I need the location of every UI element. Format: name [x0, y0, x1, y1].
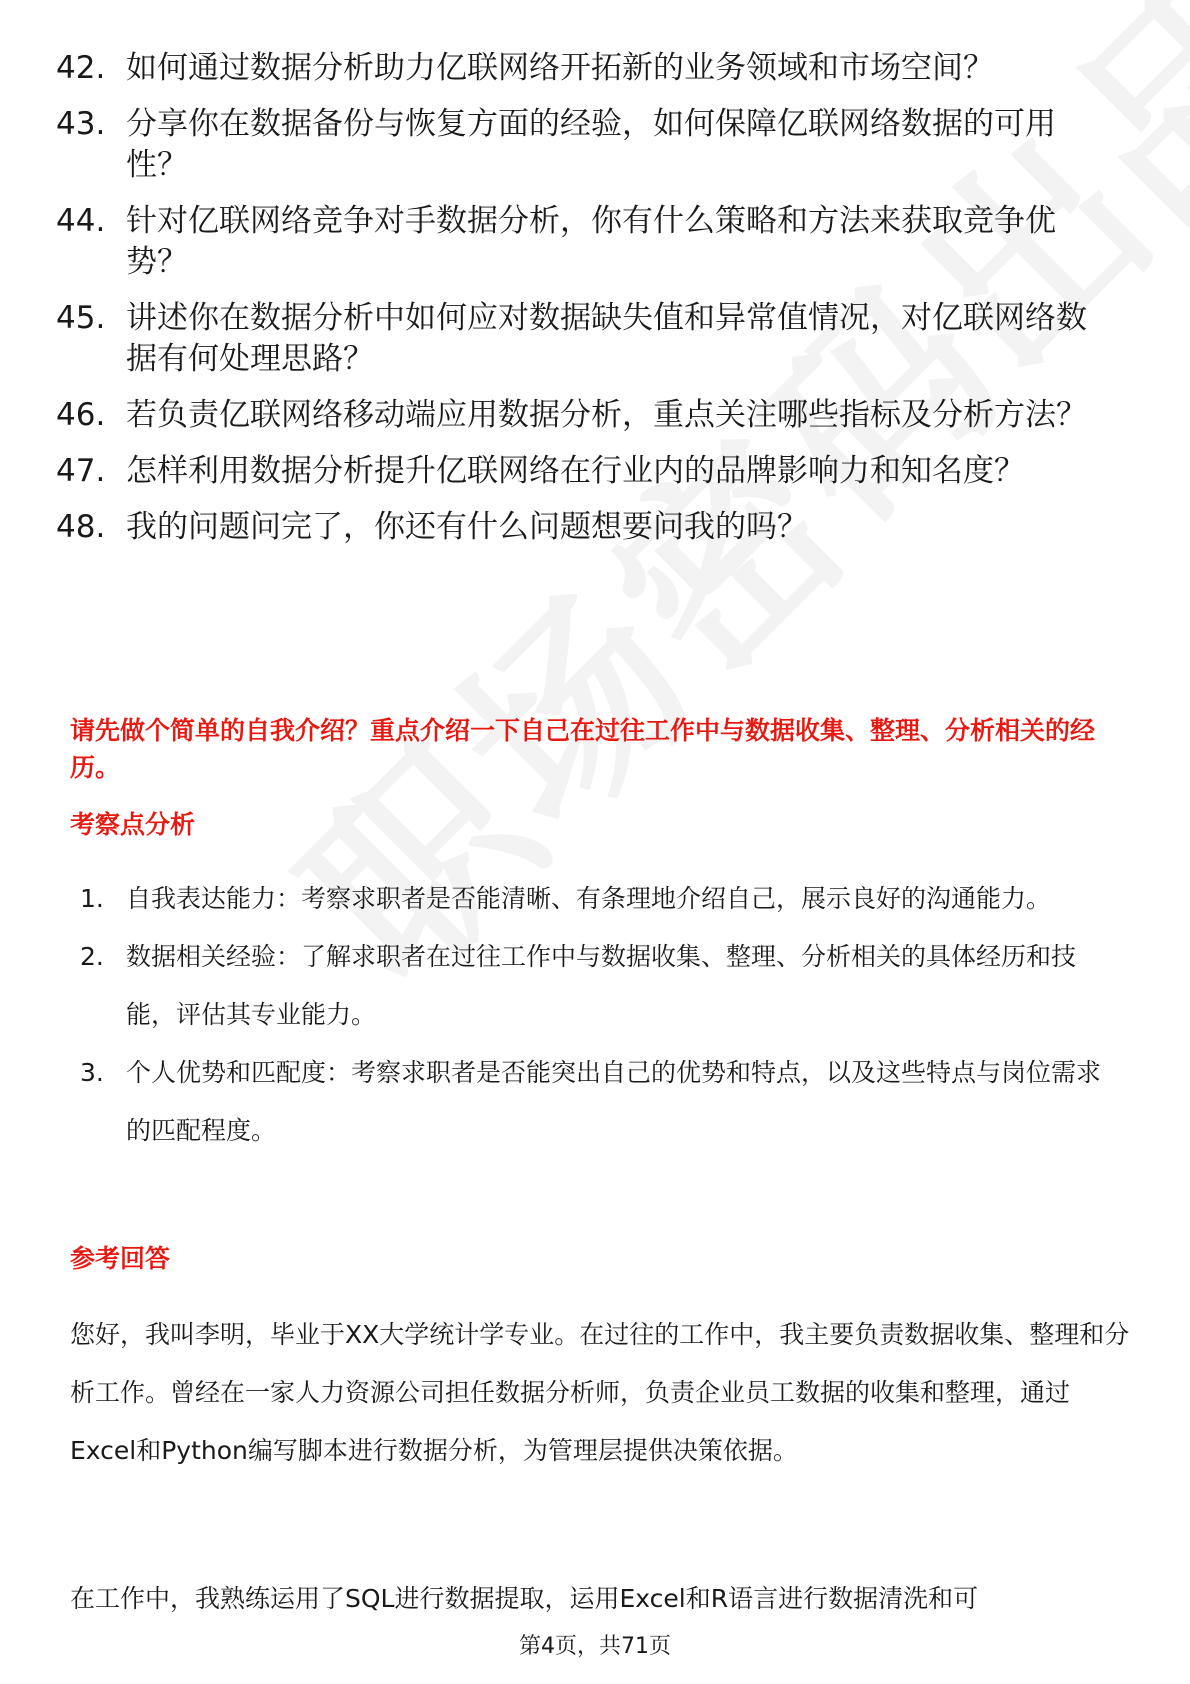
question-list — [56, 48, 1116, 563]
question-number: 43. — [56, 106, 106, 142]
point-number: 1. — [80, 884, 104, 913]
question-number: 45. — [56, 300, 106, 336]
question-text: 分享你在数据备份与恢复方面的经验，如何保障亿联网络数据的可用性？ — [126, 106, 1056, 183]
analysis-heading: 考察点分析 — [70, 810, 196, 839]
question-item — [56, 451, 1116, 492]
question-text: 我的问题问完了，你还有什么问题想要问我的吗？ — [126, 509, 808, 545]
question-item — [56, 104, 1116, 186]
highlight-question: 请先做个简单的自我介绍？重点介绍一下自己在过往工作中与数据收集、整理、分析相关的经历。 — [70, 716, 1096, 782]
analysis-points — [80, 870, 1120, 1160]
analysis-point — [80, 928, 1120, 1044]
analysis-point — [80, 870, 1120, 928]
point-text: 个人优势和匹配度：考察求职者是否能突出自己的优势和特点，以及这些特点与岗位需求的匹配程度。 — [126, 1058, 1102, 1145]
analysis-point — [80, 1044, 1120, 1160]
answer-paragraph: 您好，我叫李明，毕业于XX大学统计学专业。在过往的工作中，我主要负责数据收集、整理和分析工作。曾经在一家人力资源公司担任数据分析师，负责企业员工数据的收集和整理，通过Excel和Python编写脚本进行数据分析，为管理层提供决策依据。 — [70, 1320, 1130, 1465]
question-text: 怎样利用数据分析提升亿联网络在行业内的品牌影响力和知名度？ — [126, 453, 1025, 489]
question-text: 如何通过数据分析助力亿联网络开拓新的业务领域和市场空间？ — [126, 50, 994, 86]
question-number: 48. — [56, 509, 106, 545]
page-footer: 第4页，共71页 — [519, 1634, 671, 1659]
point-number: 2. — [80, 942, 104, 971]
question-text: 若负责亿联网络移动端应用数据分析，重点关注哪些指标及分析方法？ — [126, 397, 1087, 433]
question-item — [56, 201, 1116, 283]
question-number: 46. — [56, 397, 106, 433]
question-text: 针对亿联网络竞争对手数据分析，你有什么策略和方法来获取竞争优势？ — [126, 203, 1056, 280]
answer-heading: 参考回答 — [70, 1244, 171, 1273]
answer-paragraph: 在工作中，我熟练运用了SQL进行数据提取，运用Excel和R语言进行数据清洗和可 — [70, 1584, 979, 1613]
point-text: 数据相关经验：了解求职者在过往工作中与数据收集、整理、分析相关的具体经历和技能，评估其专业能力。 — [126, 942, 1077, 1029]
question-number: 44. — [56, 203, 106, 239]
point-text: 自我表达能力：考察求职者是否能清晰、有条理地介绍自己，展示良好的沟通能力。 — [126, 884, 1052, 913]
question-item — [56, 48, 1116, 89]
question-item — [56, 395, 1116, 436]
point-number: 3. — [80, 1058, 104, 1087]
question-text: 讲述你在数据分析中如何应对数据缺失值和异常值情况，对亿联网络数据有何处理思路？ — [126, 300, 1087, 377]
question-number: 42. — [56, 50, 106, 86]
question-item — [56, 298, 1116, 380]
question-number: 47. — [56, 453, 106, 489]
question-item — [56, 507, 1116, 548]
